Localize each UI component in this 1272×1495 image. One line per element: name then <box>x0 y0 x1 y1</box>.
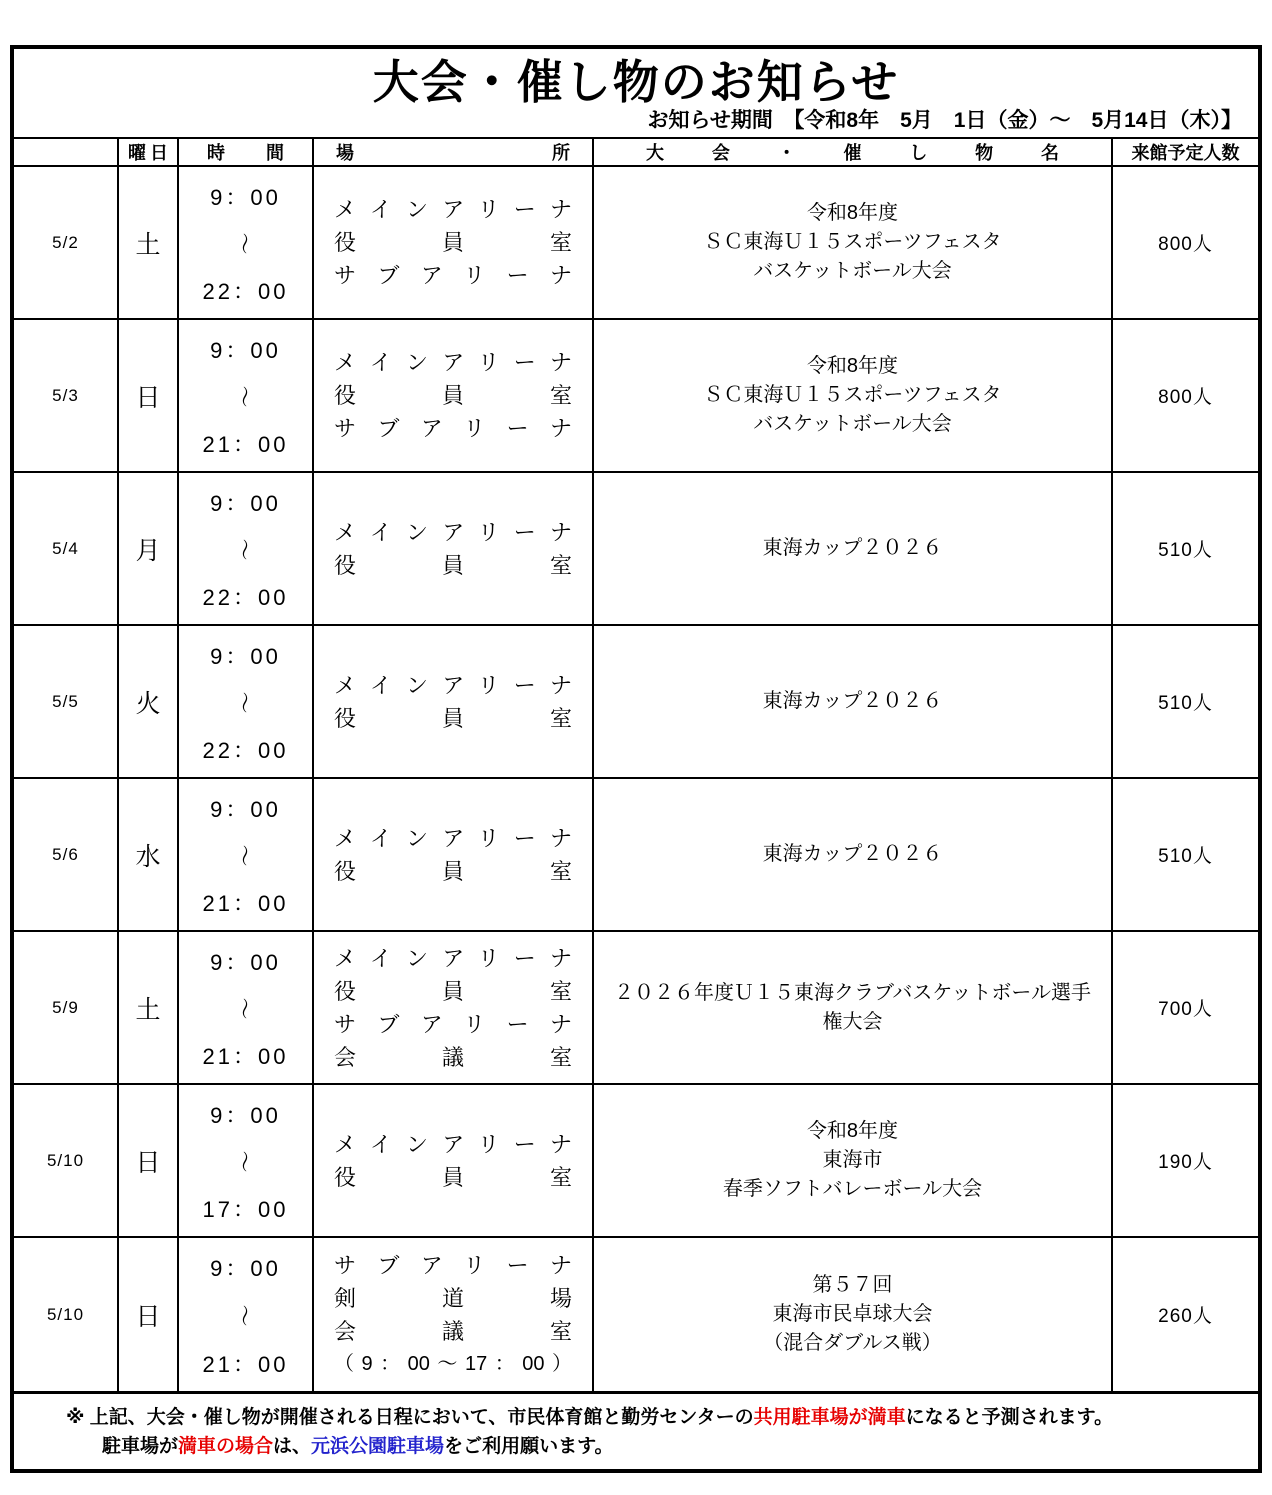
table-row <box>14 1085 1258 1238</box>
footer-line-1 <box>14 1403 1258 1432</box>
day-cell: 日 <box>119 1238 179 1391</box>
place-line: サブアリーナ <box>334 416 572 441</box>
footer-segment: 満車の場合 <box>178 1436 274 1457</box>
table-row <box>14 167 1258 320</box>
place-line: 役員室 <box>334 230 572 255</box>
time-separator: ～ <box>231 691 257 714</box>
count-cell: 700人 <box>1158 999 1213 1020</box>
title-area <box>14 49 1258 139</box>
place-line: 役員室 <box>334 858 572 884</box>
event-cell <box>594 1238 1113 1391</box>
time-start: 9：00 <box>210 797 281 822</box>
event-cell <box>594 626 1113 777</box>
header-count: 来館予定人数 <box>1131 143 1240 163</box>
day-cell: 日 <box>119 1085 179 1236</box>
header-time: 時間 <box>179 139 314 165</box>
count-cell: 800人 <box>1158 234 1213 255</box>
place-cell <box>314 626 594 777</box>
time-end: 21：00 <box>202 432 289 457</box>
time-separator: ～ <box>231 844 257 867</box>
event-line: バスケットボール大会 <box>753 413 952 435</box>
day-cell: 月 <box>119 473 179 624</box>
place-cell <box>314 320 594 471</box>
event-line: 春季ソフトバレーボール大会 <box>722 1178 983 1200</box>
time-cell <box>179 1238 314 1391</box>
event-cell <box>594 932 1113 1083</box>
time-start: 9：00 <box>210 1103 281 1128</box>
time-cell <box>179 779 314 930</box>
place-line: （9：00～17：00） <box>334 1352 572 1375</box>
place-line: 会議室 <box>334 1318 572 1344</box>
count-cell: 510人 <box>1158 540 1213 561</box>
place-line: サブアリーナ <box>334 1011 572 1037</box>
footer-segment: 共用駐車場が満車 <box>753 1407 906 1428</box>
footer-segment: 駐車場が <box>102 1436 179 1457</box>
count-cell: 800人 <box>1158 387 1213 408</box>
time-end: 17：00 <box>202 1197 289 1222</box>
place-line: メインアリーナ <box>334 519 572 545</box>
count-cell: 510人 <box>1158 846 1213 867</box>
time-cell <box>179 167 314 318</box>
header-place: 場所 <box>314 139 594 165</box>
place-cell <box>314 779 594 930</box>
date-cell: 5/2 <box>14 167 119 318</box>
event-line: ＳＣ東海Ｕ１５スポーツフェスタ <box>703 231 1002 253</box>
event-line: 東海市 <box>822 1149 883 1171</box>
time-start: 9：00 <box>210 491 281 516</box>
time-start: 9：00 <box>210 1256 281 1281</box>
time-end: 22：00 <box>202 585 289 610</box>
time-end: 22：00 <box>202 738 289 763</box>
date-cell: 5/3 <box>14 320 119 471</box>
date-cell: 5/9 <box>14 932 119 1083</box>
footer-line-2 <box>14 1432 1258 1461</box>
place-line: メインアリーナ <box>334 945 572 971</box>
event-line: 東海カップ２０２６ <box>762 537 943 559</box>
event-line: ＳＣ東海Ｕ１５スポーツフェスタ <box>703 384 1002 406</box>
time-start: 9：00 <box>210 185 281 210</box>
place-line: 役員室 <box>334 1164 572 1190</box>
place-cell <box>314 473 594 624</box>
event-cell <box>594 1085 1113 1236</box>
table-row <box>14 626 1258 779</box>
event-cell <box>594 473 1113 624</box>
date-cell: 5/10 <box>14 1238 119 1391</box>
place-line: 会議室 <box>334 1044 572 1070</box>
event-line: 東海市民卓球大会 <box>772 1303 933 1325</box>
time-separator: ～ <box>231 538 257 561</box>
place-line: サブアリーナ <box>334 263 572 288</box>
time-start: 9：00 <box>210 338 281 363</box>
time-cell <box>179 932 314 1083</box>
place-cell <box>314 1238 594 1391</box>
count-cell: 260人 <box>1158 1306 1213 1327</box>
time-start: 9：00 <box>210 950 281 975</box>
event-cell <box>594 167 1113 318</box>
event-line: 第５７回 <box>812 1274 893 1296</box>
table-row <box>14 320 1258 473</box>
time-separator: ～ <box>231 1304 257 1327</box>
footer-segment: ※ 上記、大会・催し物が開催される日程において、市民体育館と勤労センターの <box>66 1407 754 1428</box>
place-line: 役員室 <box>334 383 572 408</box>
footer-segment: をご利用願います。 <box>444 1436 614 1457</box>
table-row <box>14 932 1258 1085</box>
event-line: 令和8年度 <box>806 1120 899 1142</box>
time-cell <box>179 626 314 777</box>
day-cell: 水 <box>119 779 179 930</box>
notice-period: お知らせ期間 【令和8年 5月 1日（金）～ 5月14日（木）】 <box>647 109 1242 132</box>
place-cell <box>314 167 594 318</box>
place-line: サブアリーナ <box>334 1252 572 1278</box>
table-body <box>14 167 1258 1391</box>
place-cell <box>314 1085 594 1236</box>
footer-note <box>14 1391 1258 1469</box>
count-cell: 190人 <box>1158 1152 1213 1173</box>
place-line: 役員室 <box>334 552 572 578</box>
footer-segment: 元浜公園駐車場 <box>311 1436 445 1457</box>
page-title: 大会・催し物のお知らせ <box>372 56 900 108</box>
place-line: メインアリーナ <box>334 350 572 375</box>
time-start: 9：00 <box>210 644 281 669</box>
day-cell: 火 <box>119 626 179 777</box>
event-line: 東海カップ２０２６ <box>762 690 943 712</box>
event-line: （混合ダブルス戦） <box>763 1332 942 1354</box>
header-day: 曜日 <box>119 139 179 165</box>
time-separator: ～ <box>231 385 257 408</box>
date-cell: 5/4 <box>14 473 119 624</box>
time-cell <box>179 473 314 624</box>
table-header-row <box>14 139 1258 167</box>
date-cell: 5/5 <box>14 626 119 777</box>
header-event: 大会・催し物名 <box>594 139 1113 165</box>
event-line: 令和8年度 <box>806 202 899 224</box>
place-line: 役員室 <box>334 705 572 731</box>
event-cell <box>594 779 1113 930</box>
time-end: 21：00 <box>202 1044 289 1069</box>
time-separator: ～ <box>231 1150 257 1173</box>
place-line: メインアリーナ <box>334 825 572 851</box>
date-cell: 5/6 <box>14 779 119 930</box>
time-separator: ～ <box>231 997 257 1020</box>
place-line: メインアリーナ <box>334 197 572 222</box>
time-cell <box>179 320 314 471</box>
day-cell: 日 <box>119 320 179 471</box>
notice-sheet <box>10 45 1262 1473</box>
table-row <box>14 779 1258 932</box>
event-line: バスケットボール大会 <box>753 260 952 282</box>
count-cell: 510人 <box>1158 693 1213 714</box>
day-cell: 土 <box>119 932 179 1083</box>
place-line: メインアリーナ <box>334 1131 572 1157</box>
event-line: ２０２６年度Ｕ１５東海クラブバスケットボール選手権大会 <box>614 981 1091 1033</box>
header-date <box>14 139 119 165</box>
time-end: 22：00 <box>202 279 289 304</box>
time-end: 21：00 <box>202 1352 289 1377</box>
footer-segment: になると予測されます。 <box>905 1407 1114 1428</box>
time-cell <box>179 1085 314 1236</box>
event-cell <box>594 320 1113 471</box>
place-cell <box>314 932 594 1083</box>
table-row <box>14 473 1258 626</box>
table-row <box>14 1238 1258 1391</box>
place-line: 剣道場 <box>334 1285 572 1311</box>
event-line: 令和8年度 <box>806 355 899 377</box>
place-line: 役員室 <box>334 978 572 1004</box>
day-cell: 土 <box>119 167 179 318</box>
event-line: 東海カップ２０２６ <box>762 843 943 865</box>
time-separator: ～ <box>231 232 257 255</box>
footer-segment: は、 <box>273 1436 312 1457</box>
time-end: 21：00 <box>202 891 289 916</box>
date-cell: 5/10 <box>14 1085 119 1236</box>
place-line: メインアリーナ <box>334 672 572 698</box>
